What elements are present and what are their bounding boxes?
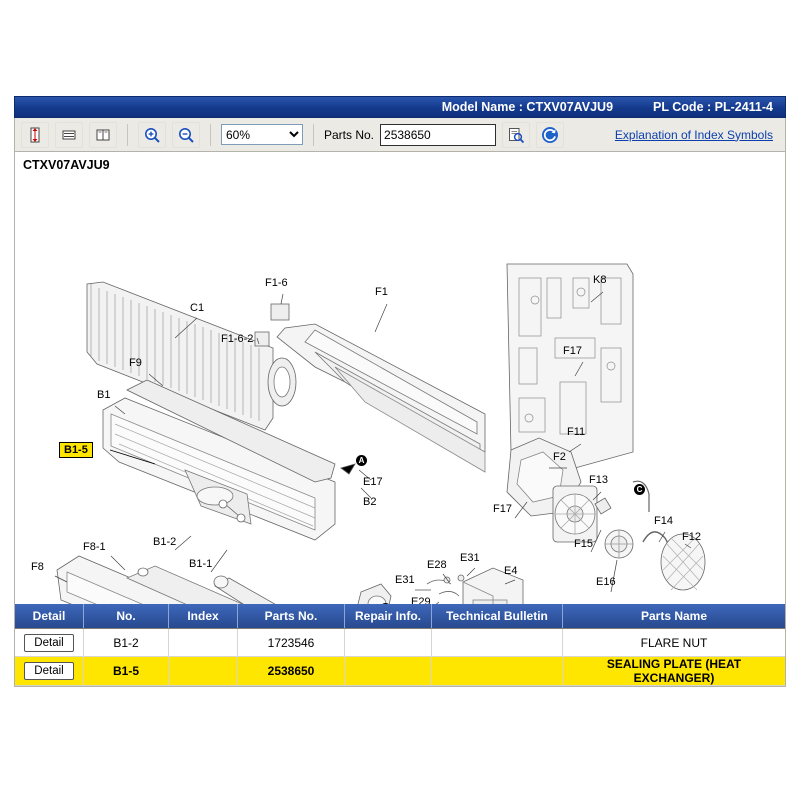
toolbar [14, 118, 786, 152]
header-no[interactable]: No. [84, 604, 169, 629]
header-parts-no[interactable]: Parts No. [238, 604, 345, 629]
parts-no-label: Parts No. [324, 127, 375, 142]
table-header-row [15, 604, 785, 629]
header-parts-name[interactable]: Parts Name [563, 604, 786, 629]
cell-parts-name: FLARE NUT [563, 629, 786, 657]
callout-e31-b[interactable]: E31 [395, 574, 415, 586]
callout-f2[interactable]: F2 [553, 451, 566, 463]
detail-button[interactable]: Detail [24, 662, 73, 680]
callout-e16[interactable]: E16 [596, 576, 616, 588]
callout-f8-1[interactable]: F8-1 [83, 541, 106, 553]
callout-f17-top[interactable]: F17 [563, 345, 582, 357]
callout-f13[interactable]: F13 [589, 474, 608, 486]
header-detail[interactable]: Detail [15, 604, 84, 629]
zoom-out-icon[interactable] [172, 122, 200, 148]
callout-f1-6-2[interactable]: F1-6-2 [221, 333, 254, 345]
toolbar-separator-3 [313, 124, 314, 146]
index-badge-a[interactable]: A [356, 455, 367, 466]
index-badge-c[interactable]: C [634, 484, 645, 495]
callout-f17-mid[interactable]: F17 [493, 503, 512, 515]
cell-technical-bulletin [432, 629, 563, 657]
cell-index [169, 629, 238, 657]
model-name-label: Model Name : CTXV07AVJU9 [441, 100, 614, 114]
callout-f1-6[interactable]: F1-6 [265, 277, 288, 289]
callout-f11[interactable]: F11 [567, 426, 586, 438]
callout-f8[interactable]: F8 [31, 561, 44, 573]
callout-e29[interactable]: E29 [411, 596, 431, 604]
parts-catalog-window [14, 96, 786, 706]
detail-button[interactable]: Detail [24, 634, 73, 652]
zoom-in-icon[interactable] [138, 122, 166, 148]
callout-e17[interactable]: E17 [363, 476, 383, 488]
cell-no: B1-2 [84, 629, 169, 657]
cell-index [169, 657, 238, 686]
exploded-diagram-canvas[interactable] [14, 152, 786, 604]
cell-detail [15, 657, 84, 686]
parts-results-table [14, 604, 786, 687]
toolbar-separator-2 [210, 124, 211, 146]
callout-b1-2[interactable]: B1-2 [153, 536, 177, 548]
fit-width-icon[interactable] [55, 122, 83, 148]
callout-e1[interactable] [573, 603, 586, 604]
cell-technical-bulletin [432, 657, 563, 686]
callout-c1[interactable]: C1 [190, 302, 205, 314]
callout-e31-a[interactable]: E31 [460, 552, 480, 564]
table-row[interactable] [15, 629, 785, 657]
search-parts-icon[interactable] [502, 122, 530, 148]
header-repair-info[interactable]: Repair Info. [345, 604, 432, 629]
cell-repair-info [345, 629, 432, 657]
cell-parts-no: 1723546 [238, 629, 345, 657]
cell-repair-info [345, 657, 432, 686]
explanation-of-index-symbols-link[interactable]: Explanation of Index Symbols [614, 127, 773, 142]
callout-e28[interactable]: E28 [427, 559, 447, 571]
cell-detail [15, 629, 84, 657]
parts-no-input[interactable] [380, 124, 496, 146]
header-index[interactable]: Index [169, 604, 238, 629]
window-titlebar [14, 96, 786, 118]
fit-page-icon[interactable] [21, 122, 49, 148]
callout-f9[interactable]: F9 [129, 357, 142, 369]
callout-k8[interactable]: K8 [593, 274, 607, 286]
cell-parts-no: 2538650 [238, 657, 345, 686]
pl-code-label: PL Code : PL-2411-4 [653, 100, 773, 114]
two-page-icon[interactable] [89, 122, 117, 148]
callout-f12[interactable]: F12 [682, 531, 701, 543]
callout-f14[interactable]: F14 [654, 515, 673, 527]
header-technical-bulletin[interactable]: Technical Bulletin [432, 604, 563, 629]
callout-e4[interactable]: E4 [504, 565, 518, 577]
diagram-artwork [15, 152, 786, 604]
callout-b1-5-highlight[interactable]: B1-5 [59, 442, 93, 458]
callout-b1[interactable]: B1 [97, 389, 111, 401]
refresh-icon[interactable] [536, 122, 564, 148]
callout-f15[interactable]: F15 [574, 538, 593, 550]
cell-parts-name: SEALING PLATE (HEAT EXCHANGER) [563, 657, 786, 686]
toolbar-separator-1 [127, 124, 128, 146]
diagram-title: CTXV07AVJU9 [23, 158, 110, 172]
table-row-selected[interactable] [15, 657, 785, 686]
callout-b2[interactable]: B2 [363, 496, 377, 508]
zoom-select[interactable] [221, 124, 303, 145]
callout-f1[interactable]: F1 [375, 286, 388, 298]
callout-b1-1[interactable]: B1-1 [189, 558, 213, 570]
cell-no: B1-5 [84, 657, 169, 686]
